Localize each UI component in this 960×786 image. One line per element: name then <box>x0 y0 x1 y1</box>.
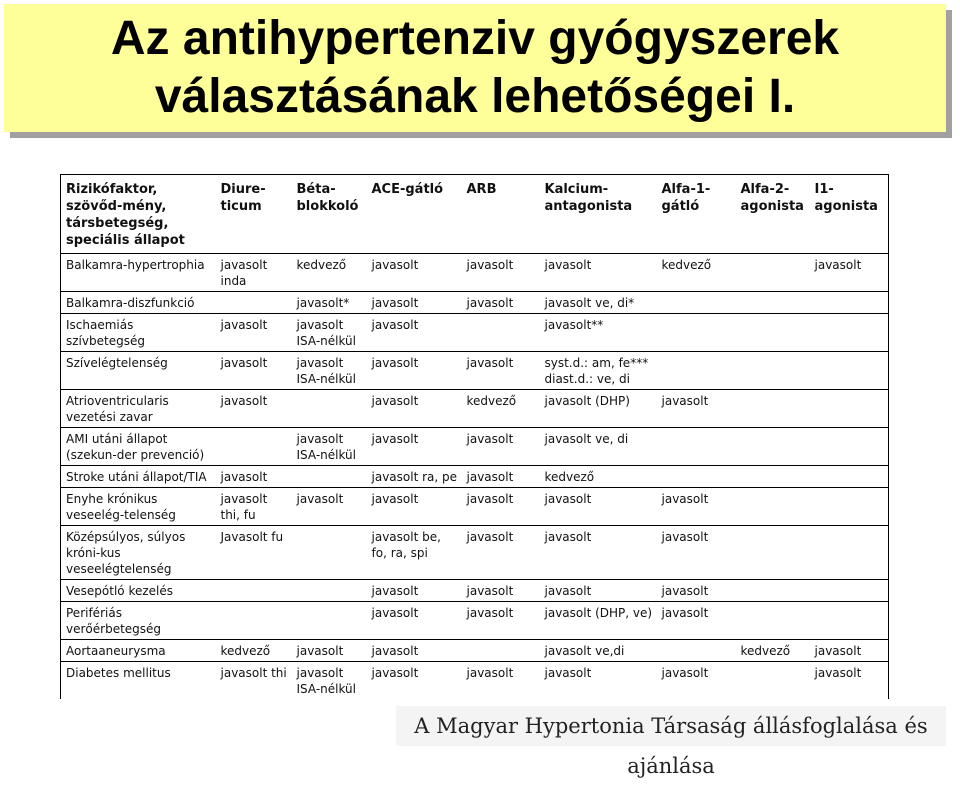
table-cell: javasolt ISA-nélkül <box>296 356 356 386</box>
table-cell <box>810 314 889 352</box>
title-line-1: Az antihypertenziv gyógyszerek <box>110 12 840 65</box>
table-cell <box>462 640 540 662</box>
table-cell: javasolt <box>371 258 419 272</box>
table-cell: javasolt ra, pe <box>371 470 458 484</box>
table-cell <box>292 466 367 488</box>
table-cell <box>810 390 889 428</box>
row-label-cell: Középsúlyos, súlyos króni-kus veseelégtelenség <box>66 530 186 576</box>
table-cell <box>736 254 810 292</box>
table-cell <box>657 466 736 488</box>
table-cell: javasolt <box>544 584 592 598</box>
table-cell: javasolt <box>371 492 419 506</box>
table-cell: javasolt <box>466 432 514 446</box>
table-row <box>61 602 889 640</box>
table-cell: javasolt <box>814 666 862 680</box>
table-cell: javasolt <box>371 584 419 598</box>
table-cell: javasolt (DHP, ve) <box>544 606 653 620</box>
table-cell <box>736 352 810 390</box>
table-cell <box>810 488 889 526</box>
table-cell: javasolt <box>371 356 419 370</box>
row-label-cell: Atrioventricularis vezetési zavar <box>66 394 169 424</box>
table-cell <box>216 428 292 466</box>
table-row <box>61 580 889 602</box>
table-cell: javasolt thi, fu <box>220 492 268 522</box>
table-cell: javasolt <box>544 492 592 506</box>
table-cell <box>810 602 889 640</box>
recommendation-table-container <box>60 174 888 698</box>
table-cell: javasolt thi <box>220 666 287 680</box>
row-label-cell: Vesepótló kezelés <box>66 584 174 598</box>
table-cell <box>216 580 292 602</box>
table-cell <box>736 292 810 314</box>
row-label-cell: Balkamra-hypertrophia <box>66 258 205 272</box>
table-cell: javasolt* <box>296 296 350 310</box>
table-cell: kedvező <box>661 258 712 272</box>
column-header: I1-agonista <box>814 182 878 214</box>
table-cell: javasolt <box>371 606 419 620</box>
recommendation-table <box>60 174 889 699</box>
table-cell <box>736 602 810 640</box>
table-cell <box>810 428 889 466</box>
table-cell <box>657 352 736 390</box>
table-row <box>61 662 889 700</box>
table-row <box>61 526 889 580</box>
row-label-cell: Aortaaneurysma <box>66 644 166 658</box>
table-header <box>61 175 889 254</box>
table-cell: Javasolt fu <box>220 530 284 544</box>
table-cell: javasolt <box>220 318 268 332</box>
header-row <box>61 175 889 254</box>
table-cell: javasolt <box>814 258 862 272</box>
table-cell <box>292 602 367 640</box>
column-header: Alfa-1-gátló <box>661 182 711 214</box>
table-cell: javasolt <box>371 296 419 310</box>
table-cell: javasolt <box>296 492 344 506</box>
table-cell <box>736 580 810 602</box>
table-row <box>61 352 889 390</box>
table-cell: javasolt <box>466 584 514 598</box>
table-cell <box>657 428 736 466</box>
row-label-cell: AMI utáni állapot (szekun-der prevenció) <box>66 432 205 462</box>
table-cell: javasolt <box>466 356 514 370</box>
table-cell <box>810 292 889 314</box>
table-cell: javasolt <box>466 530 514 544</box>
table-cell: javasolt ve, di <box>544 432 629 446</box>
table-cell <box>736 662 810 700</box>
row-label-cell: Stroke utáni állapot/TIA <box>66 470 207 484</box>
table-cell <box>810 352 889 390</box>
table-cell: javasolt <box>371 644 419 658</box>
table-cell <box>810 526 889 580</box>
table-cell: javasolt <box>466 296 514 310</box>
row-label-cell: Balkamra-diszfunkció <box>66 296 195 310</box>
table-cell: kedvező <box>220 644 271 658</box>
column-header: Alfa-2-agonista <box>740 182 804 214</box>
table-cell: javasolt <box>661 394 709 408</box>
table-cell: javasolt <box>544 666 592 680</box>
table-cell: javasolt <box>544 258 592 272</box>
column-header: Béta-blokkoló <box>296 182 359 214</box>
table-cell <box>292 526 367 580</box>
table-cell: javasolt <box>661 666 709 680</box>
title-line-2: választásának lehetőségei I. <box>154 70 796 123</box>
table-cell <box>736 466 810 488</box>
table-cell: javasolt <box>220 470 268 484</box>
table-cell: javasolt <box>661 530 709 544</box>
footer-caption: A Magyar Hypertonia Társaság állásfoglalása és ajánlása <box>396 706 946 746</box>
table-cell: kedvező <box>544 470 595 484</box>
table-cell: javasolt <box>371 432 419 446</box>
table-cell: javasolt <box>544 530 592 544</box>
page-title <box>4 10 946 126</box>
table-cell: javasolt ISA-nélkül <box>296 318 356 348</box>
table-row <box>61 254 889 292</box>
table-cell: javasolt <box>466 492 514 506</box>
table-cell <box>810 580 889 602</box>
column-header: Diure-ticum <box>220 182 266 214</box>
row-label-cell: Szívelégtelenség <box>66 356 168 370</box>
table-cell: javasolt <box>371 394 419 408</box>
table-cell: javasolt <box>466 606 514 620</box>
table-row <box>61 428 889 466</box>
table-cell: kedvező <box>740 644 791 658</box>
table-cell: javasolt <box>371 666 419 680</box>
table-cell <box>216 602 292 640</box>
table-cell: javasolt ve, di* <box>544 296 635 310</box>
row-label-cell: Perifériás verőérbetegség <box>66 606 162 636</box>
table-cell <box>736 390 810 428</box>
table-cell: javasolt <box>661 584 709 598</box>
table-cell: javasolt <box>661 492 709 506</box>
table-cell <box>292 390 367 428</box>
row-label-cell: Ischaemiás szívbetegség <box>66 318 145 348</box>
table-cell <box>736 428 810 466</box>
table-cell <box>810 466 889 488</box>
table-cell: javasolt <box>814 644 862 658</box>
table-cell: javasolt ve,di <box>544 644 625 658</box>
column-header: Rizikófaktor, szövőd-mény, társbetegség, speciális állapot <box>66 182 185 248</box>
table-cell: javasolt inda <box>220 258 268 288</box>
table-cell <box>462 314 540 352</box>
table-cell: javasolt <box>220 394 268 408</box>
table-row <box>61 292 889 314</box>
table-row <box>61 314 889 352</box>
table-row <box>61 390 889 428</box>
column-header: ARB <box>466 182 497 197</box>
table-cell <box>657 292 736 314</box>
table-cell: javasolt <box>220 356 268 370</box>
table-cell: syst.d.: am, fe*** diast.d.: ve, di <box>544 356 649 386</box>
table-cell: javasolt <box>296 644 344 658</box>
table-cell <box>657 314 736 352</box>
row-label-cell: Enyhe krónikus veseelég-telenség <box>66 492 176 522</box>
table-cell <box>657 640 736 662</box>
table-cell: javasolt ISA-nélkül <box>296 666 356 696</box>
column-header: ACE-gátló <box>371 182 444 197</box>
table-cell: javasolt <box>466 666 514 680</box>
table-cell: javasolt <box>466 470 514 484</box>
table-cell: javasolt <box>371 318 419 332</box>
table-cell: javasolt <box>466 258 514 272</box>
table-cell <box>216 292 292 314</box>
table-row <box>61 488 889 526</box>
table-body <box>61 254 889 700</box>
table-cell: kedvező <box>466 394 517 408</box>
table-cell: kedvező <box>296 258 347 272</box>
table-cell <box>736 314 810 352</box>
row-label-cell: Diabetes mellitus <box>66 666 171 680</box>
table-cell: javasolt <box>661 606 709 620</box>
table-cell <box>736 488 810 526</box>
table-cell: javasolt ISA-nélkül <box>296 432 356 462</box>
table-cell: javasolt (DHP) <box>544 394 630 408</box>
table-cell <box>736 526 810 580</box>
column-header: Kalcium-antagonista <box>544 182 633 214</box>
table-cell: javasolt be, fo, ra, spi <box>371 530 441 560</box>
table-row <box>61 466 889 488</box>
table-cell: javasolt** <box>544 318 604 332</box>
table-row <box>61 640 889 662</box>
title-box <box>4 4 946 132</box>
table-cell <box>292 580 367 602</box>
